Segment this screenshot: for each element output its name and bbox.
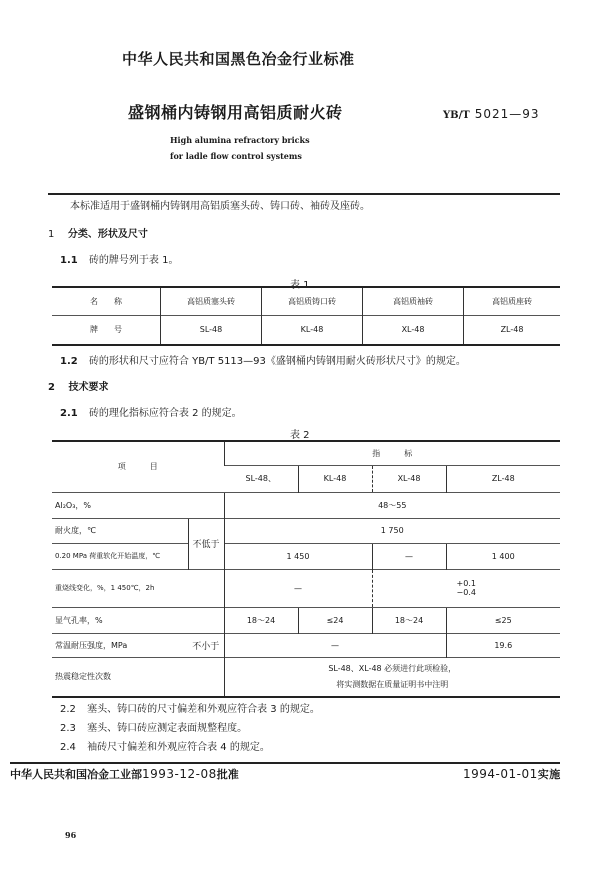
table-cell: 18～24 (224, 607, 298, 633)
table-cell: — (372, 543, 446, 569)
table-row (52, 287, 560, 315)
table-cell: 牌 号 (52, 315, 161, 345)
effective-suffix: 实施 (537, 768, 561, 781)
table-cell: XL-48 (363, 315, 464, 345)
header-divider (48, 193, 560, 195)
table-row (52, 518, 560, 543)
table-cell: 名 称 (52, 287, 161, 315)
table-row-label: 重烧线变化，%，1 450℃，2h (52, 569, 224, 607)
table-row-label: 热震稳定性次数 (52, 657, 224, 697)
section-title: 技术要求 (68, 382, 109, 393)
table-2-caption: 表 2 (290, 430, 310, 441)
table-cell: 1 400 (446, 543, 560, 569)
table-cell: ≤24 (298, 607, 372, 633)
table-cell: 1 450 (224, 543, 372, 569)
table-row-label: 常温耐压强度，MPa (52, 633, 188, 657)
standard-code-number: 5021—93 (474, 107, 540, 121)
effective-date: 1994-01-01 (463, 767, 538, 781)
table-cell: — (224, 569, 372, 607)
table-row-label: 耐火度，℃ (52, 518, 188, 543)
section-2-heading (48, 378, 108, 393)
clause-text: 砖的牌号列于表 1。 (88, 255, 179, 266)
plc-upper: +0.1 (456, 579, 476, 588)
standard-organization: 中华人民共和国黑色冶金行业标准 (122, 50, 355, 68)
table-row (52, 441, 560, 465)
standard-title-cn: 盛钢桶内铸钢用高铝质耐火砖 (128, 103, 343, 122)
table-cell: 高铝质铸口砖 (262, 287, 363, 315)
table-qualifier: 不小于 (188, 633, 224, 657)
clause-text: 袖砖尺寸偏差和外观应符合表 4 的规定。 (87, 742, 270, 753)
clause-text: 塞头、铸口砖的尺寸偏差和外观应符合表 3 的规定。 (87, 704, 320, 715)
clause-2-1 (60, 404, 242, 419)
footer-approval (10, 766, 239, 782)
clause-1-1 (60, 251, 178, 266)
standard-code-prefix: YB/T (443, 110, 470, 121)
table-row-label: 显气孔率，% (52, 607, 224, 633)
table-cell: ≤25 (446, 607, 560, 633)
clause-number: 2.2 (60, 704, 76, 715)
table-header-grade: ZL-48 (446, 465, 560, 492)
section-number: 1 (48, 229, 55, 240)
table-1-caption: 表 1 (290, 280, 310, 291)
page-number: 96 (65, 830, 77, 840)
table-row (52, 492, 560, 518)
table-cell: SL-48 (161, 315, 262, 345)
table-header-grade: KL-48 (298, 465, 372, 492)
tsr-note-line2: 将实测数据在质量证明书中注明 (336, 679, 449, 689)
clause-text: 砖的理化指标应符合表 2 的规定。 (88, 408, 242, 419)
table-2 (52, 440, 560, 698)
clause-text: 塞头、铸口砖应测定表面规整程度。 (87, 723, 248, 734)
approval-authority: 中华人民共和国冶金工业部 (10, 768, 142, 781)
standard-code (443, 107, 540, 121)
table-cell: 18～24 (372, 607, 446, 633)
table-cell (372, 569, 560, 607)
table-cell: — (224, 633, 446, 657)
table-cell: ZL-48 (464, 315, 561, 345)
table-row (52, 633, 560, 657)
clause-number: 1.2 (60, 356, 78, 367)
clause-2-2 (60, 700, 320, 715)
approval-suffix: 批准 (216, 768, 239, 781)
section-number: 2 (48, 382, 55, 393)
table-cell: 19.6 (446, 633, 560, 657)
table-row-label: 0.20 MPa 荷重软化开始温度，℃ (52, 543, 188, 569)
clause-2-4 (60, 738, 270, 753)
clause-number: 1.1 (60, 255, 78, 266)
section-1-heading (48, 225, 148, 240)
table-cell: 48～55 (224, 492, 560, 518)
approval-date: 1993-12-08 (142, 767, 217, 781)
standard-title-en-line2: for ladle flow control systems (170, 151, 302, 161)
table-cell: 1 750 (224, 518, 560, 543)
standard-title-en-line1: High alumina refractory bricks (170, 135, 310, 145)
clause-number: 2.3 (60, 723, 76, 734)
table-row-label: Al₂O₃，% (52, 492, 224, 518)
tsr-note-line1: SL-48、XL-48 必须进行此项检验， (328, 663, 457, 673)
table-row (52, 315, 560, 345)
clause-2-3 (60, 719, 247, 734)
table-cell: 高铝质塞头砖 (161, 287, 262, 315)
table-cell: 高铝质袖砖 (363, 287, 464, 315)
table-cell: KL-48 (262, 315, 363, 345)
footer-effective (463, 766, 561, 782)
clause-number: 2.4 (60, 742, 76, 753)
table-row (52, 569, 560, 607)
plc-lower: −0.4 (456, 588, 476, 597)
footer-divider (10, 762, 560, 764)
table-header-indicator: 指 标 (224, 441, 560, 465)
section-title: 分类、形状及尺寸 (67, 229, 148, 240)
intro-paragraph: 本标准适用于盛钢桶内铸钢用高铝质塞头砖、铸口砖、袖砖及座砖。 (70, 201, 370, 212)
table-1 (52, 286, 560, 346)
clause-1-2 (60, 352, 466, 367)
table-cell (224, 657, 560, 697)
clause-text: 砖的形状和尺寸应符合 YB/T 5113—93《盛钢桶内铸钢用耐火砖形状尺寸》的规定。 (88, 356, 466, 367)
table-row (52, 543, 560, 569)
table-qualifier: 不低于 (188, 518, 224, 569)
table-header-grade: SL-48、 (224, 465, 298, 492)
table-cell: 高铝质座砖 (464, 287, 561, 315)
table-row (52, 607, 560, 633)
table-row (52, 657, 560, 697)
clause-number: 2.1 (60, 408, 78, 419)
table-header-item: 项 目 (52, 441, 224, 492)
table-header-grade: XL-48 (372, 465, 446, 492)
